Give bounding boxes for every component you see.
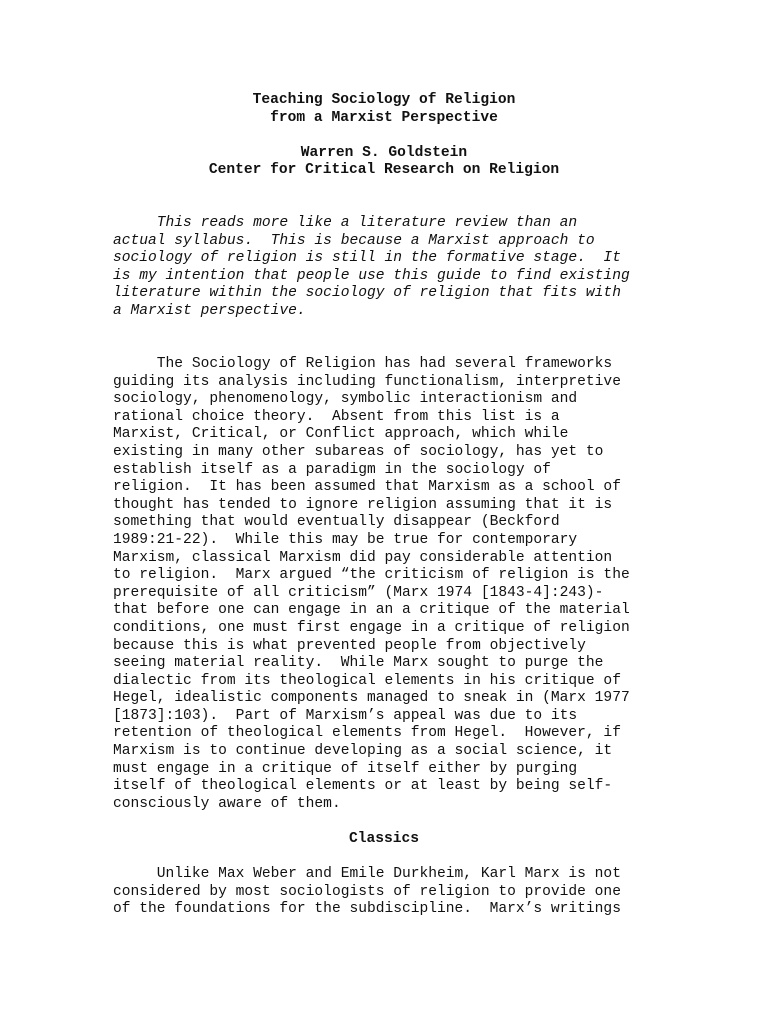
intro-line: thought has tended to ignore religion assuming that it is xyxy=(113,496,613,513)
intro-line: The Sociology of Religion has had several frameworks xyxy=(113,356,613,372)
intro-line: prerequisite of all criticism” (Marx 1974 [1843-4]:243)- xyxy=(113,584,604,601)
intro-line: retention of theological elements from Hegel. However, if xyxy=(113,725,621,742)
abstract-line: sociology of religion is still in the formative stage. It xyxy=(113,250,621,267)
intro-line: seeing material reality. While Marx sought to purge the xyxy=(113,655,604,672)
intro-line: Hegel, idealistic components managed to sneak in (Marx 1977 xyxy=(113,690,630,707)
intro-line: conditions, one must first engage in a critique of religion xyxy=(113,619,630,636)
intro-line: sociology, phenomenology, symbolic interactionism and xyxy=(113,391,578,408)
classics-line: considered by most sociologists of religion to provide one xyxy=(113,883,621,900)
classics-line: Unlike Max Weber and Emile Durkheim, Karl Marx is not xyxy=(113,866,621,882)
intro-line: Marxist, Critical, or Conflict approach, which while xyxy=(113,426,569,443)
document-title-line-1: Teaching Sociology of Religion xyxy=(252,92,516,108)
intro-line: that before one can engage in an a critique of the material xyxy=(113,602,630,619)
intro-line: establish itself as a paradigm in the sociology of xyxy=(113,461,551,478)
intro-line: guiding its analysis including functionalism, interpretive xyxy=(113,373,621,390)
intro-line: itself of theological elements or at least by being self- xyxy=(113,778,613,795)
abstract-line: literature within the sociology of religion that fits with xyxy=(113,285,621,302)
author-affiliation: Center for Critical Research on Religion xyxy=(208,162,560,179)
section-heading-classics: Classics xyxy=(348,831,420,847)
intro-line: because this is what prevented people from objectively xyxy=(113,637,586,654)
intro-line: 1989:21-22). While this may be true for contemporary xyxy=(113,531,578,548)
intro-line: existing in many other subareas of sociology, has yet to xyxy=(113,443,604,460)
intro-line: to religion. Marx argued “the criticism of religion is the xyxy=(113,567,630,584)
intro-line: Marxism, classical Marxism did pay considerable attention xyxy=(113,549,613,566)
abstract-line: is my intention that people use this guide to find existing xyxy=(113,267,630,284)
classics-line: of the foundations for the subdiscipline. Marx’s writings xyxy=(113,901,621,918)
intro-line: Marxism is to continue developing as a social science, it xyxy=(113,743,613,760)
abstract-paragraph xyxy=(113,215,658,321)
intro-line: must engage in a critique of itself either by purging xyxy=(113,760,578,777)
author-name: Warren S. Goldstein xyxy=(300,144,468,161)
title-block xyxy=(0,92,768,180)
intro-paragraph xyxy=(113,356,658,813)
intro-line: rational choice theory. Absent from this list is a xyxy=(113,408,560,425)
abstract-line: actual syllabus. This is because a Marxist approach to xyxy=(113,232,595,249)
intro-line: religion. It has been assumed that Marxism as a school of xyxy=(113,479,621,496)
abstract-line: a Marxist perspective. xyxy=(113,302,306,319)
intro-line: [1873]:103). Part of Marxism’s appeal was due to its xyxy=(113,707,578,724)
document-title-line-2: from a Marxist Perspective xyxy=(270,109,498,126)
intro-line: dialectic from its theological elements in his critique of xyxy=(113,672,621,689)
intro-line: consciously aware of them. xyxy=(113,795,341,812)
intro-line: something that would eventually disappear (Beckford xyxy=(113,514,560,531)
classics-paragraph xyxy=(113,866,658,919)
abstract-line: This reads more like a literature review than an xyxy=(113,215,578,231)
